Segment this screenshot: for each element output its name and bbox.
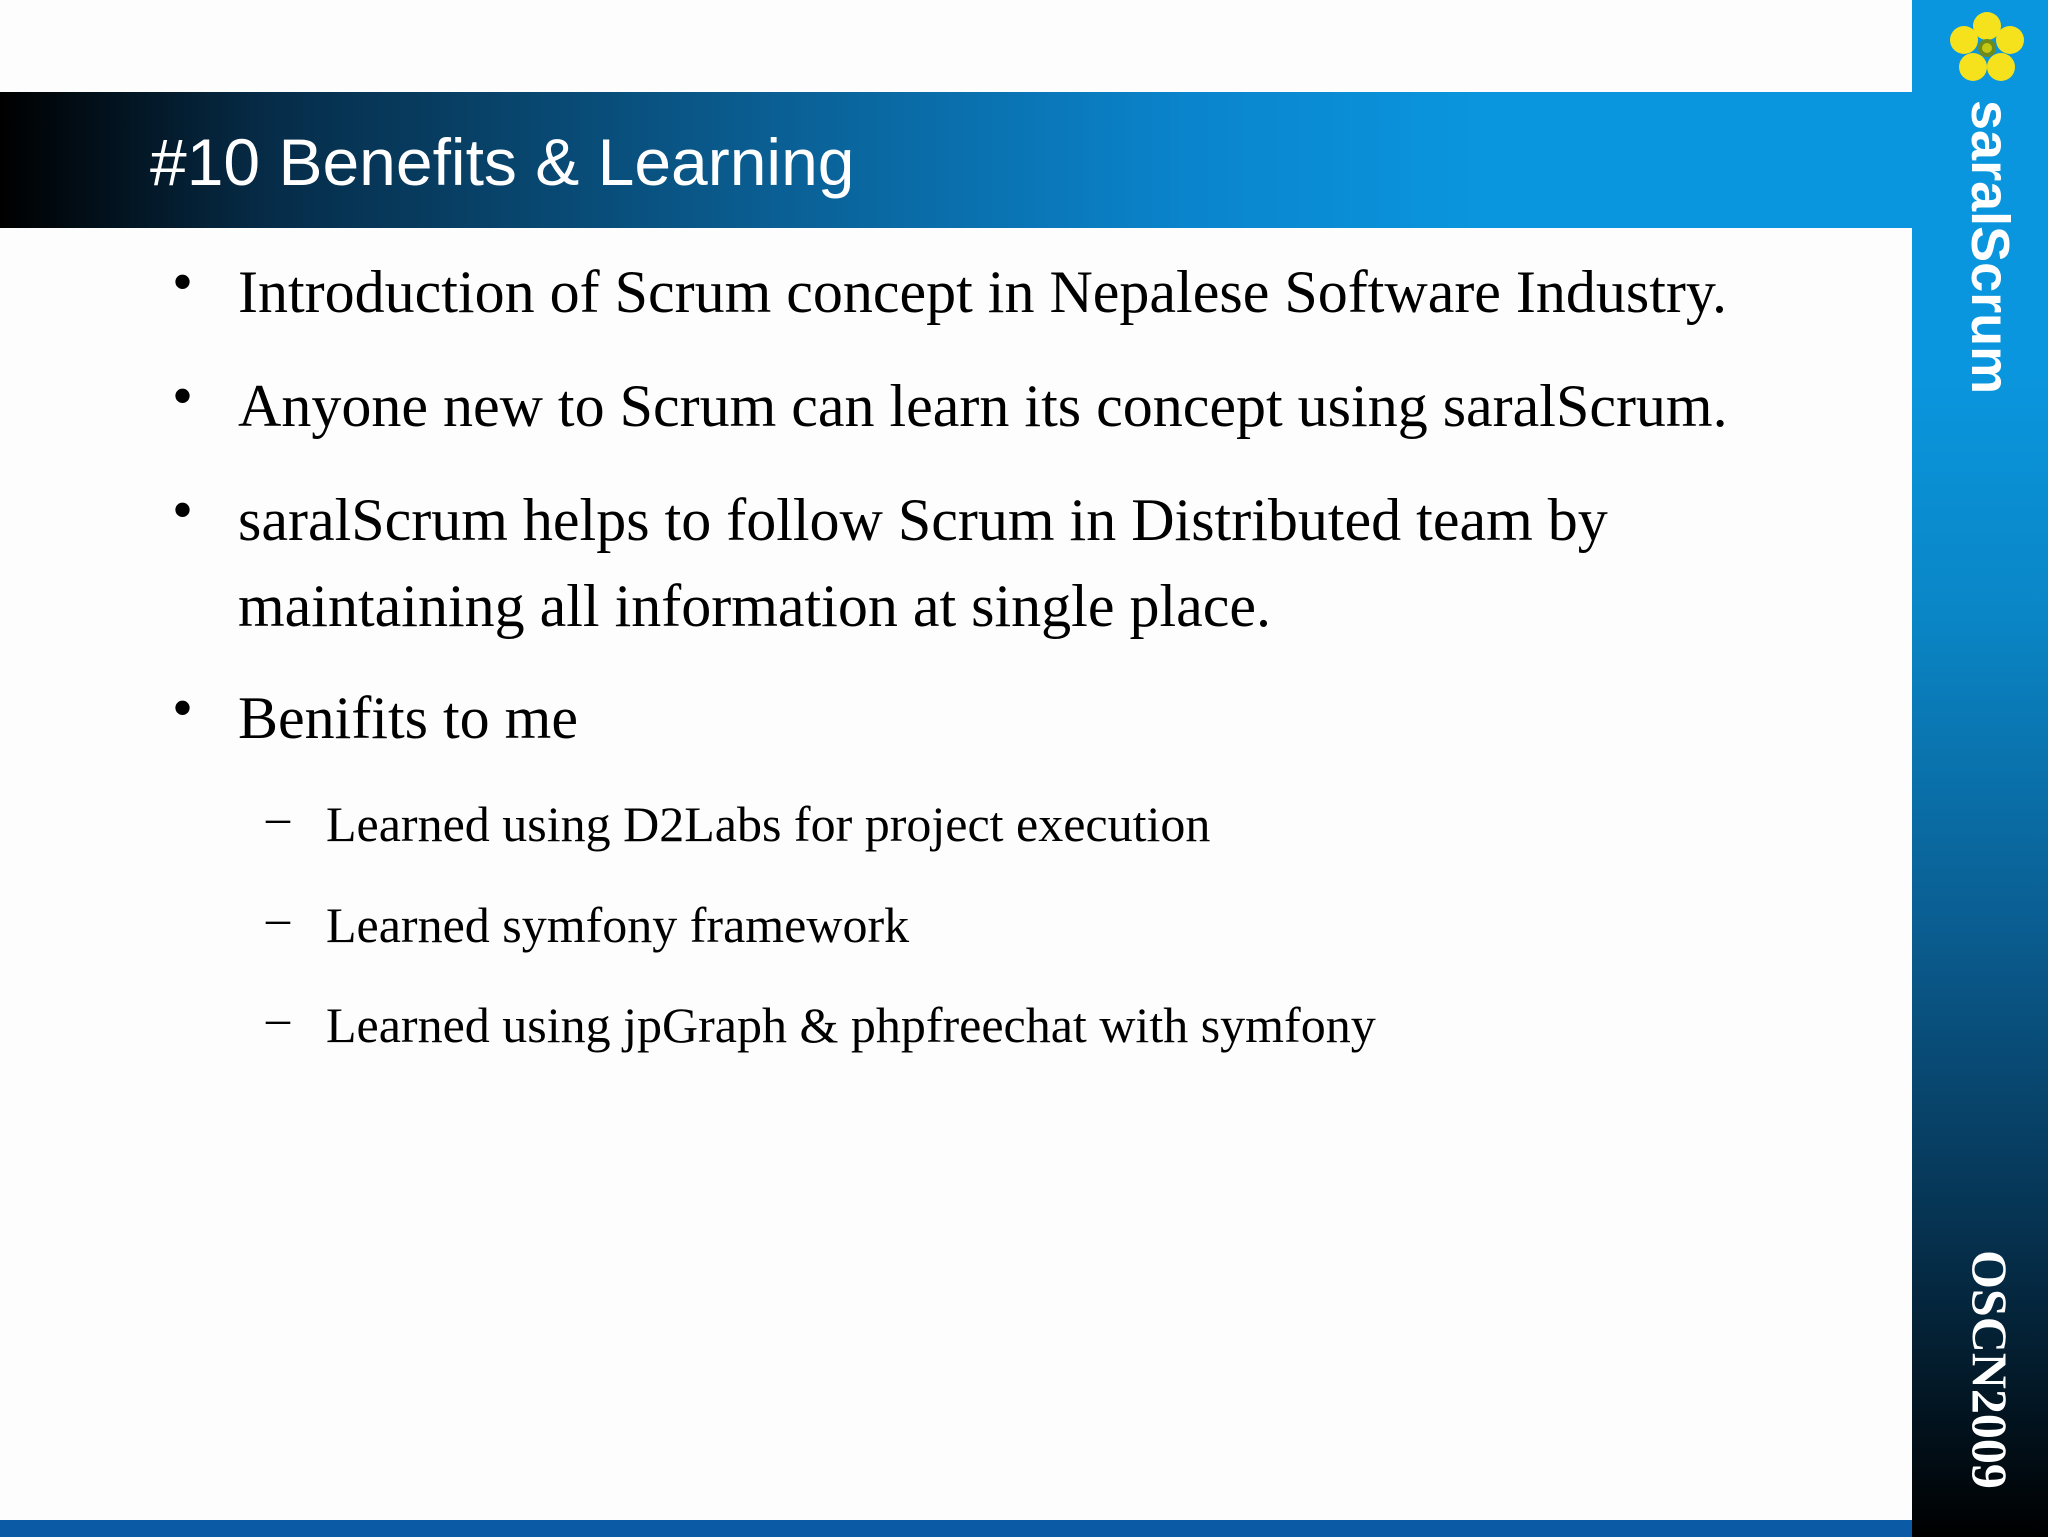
brand-name: saralScrum — [1960, 100, 2020, 395]
bullet-item: Benifits to me — [238, 685, 578, 751]
bullet-item: saralScrum helps to follow Scrum in Distributed team by — [238, 487, 1608, 553]
bullet-dot-icon: • — [172, 249, 194, 315]
sub-bullet-item: Learned symfony framework — [326, 897, 910, 953]
dash-icon: – — [266, 992, 290, 1045]
bullet-item: Anyone new to Scrum can learn its concept using saralScrum. — [238, 373, 1728, 439]
slide-title: #10 Benefits & Learning — [150, 125, 855, 199]
bullet-item: Introduction of Scrum concept in Nepalese Software Industry. — [238, 259, 1728, 325]
bullet-item-continuation: maintaining all information at single place. — [238, 573, 1272, 639]
dash-icon: – — [266, 892, 290, 945]
sub-bullet-item: Learned using D2Labs for project execution — [326, 796, 1211, 852]
bullet-dot-icon: • — [172, 477, 194, 543]
dash-icon: – — [266, 791, 290, 844]
flower-logo-icon — [1948, 10, 2026, 86]
sub-bullet-item: Learned using jpGraph & phpfreechat with symfony — [326, 997, 1376, 1053]
event-label: OSCN2009 — [1962, 1250, 2018, 1489]
bullet-dot-icon: • — [172, 363, 194, 429]
bullet-dot-icon: • — [172, 675, 194, 741]
